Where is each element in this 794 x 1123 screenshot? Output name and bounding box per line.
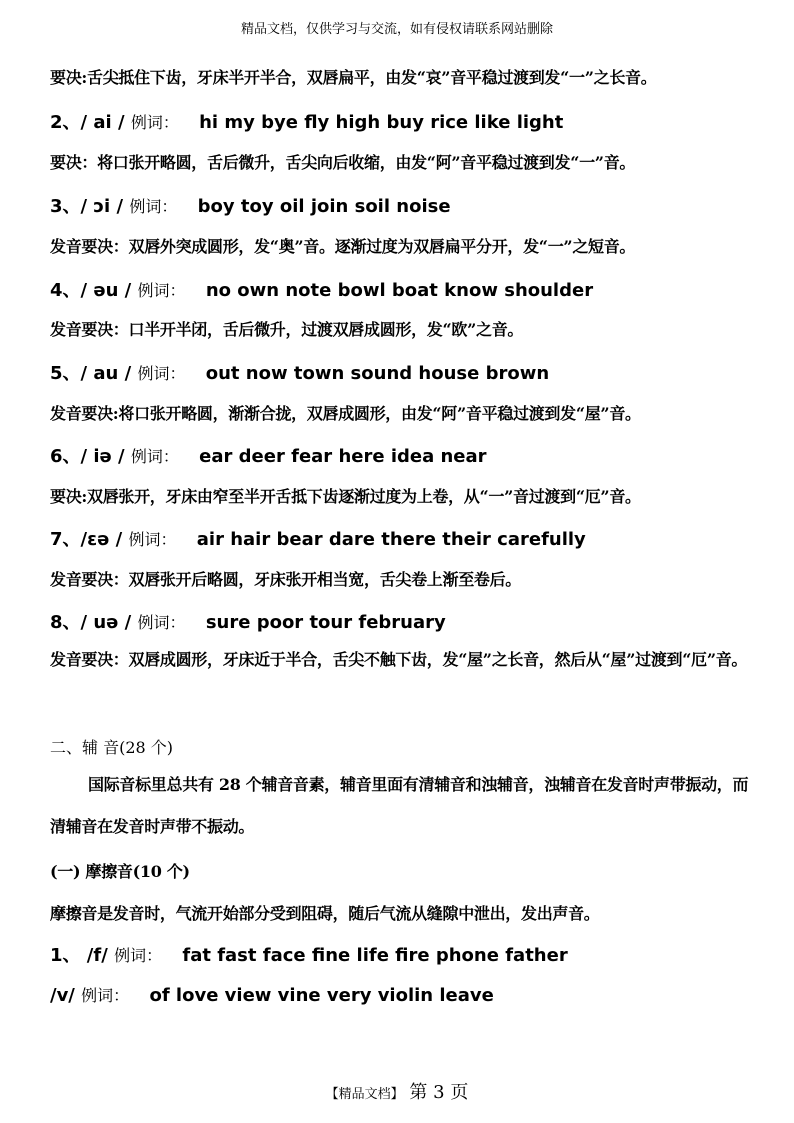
example-words: hi my bye fly high buy rice like light (199, 112, 564, 133)
page-number: 第 3 页 (409, 1082, 469, 1103)
example-label: 例词： (129, 197, 178, 216)
phoneme-number: 5、/ au / (50, 363, 132, 384)
example-words: air hair bear dare there their carefully (196, 529, 586, 550)
example-words: boy toy oil join soil noise (197, 196, 451, 217)
example-label: 例词： (137, 281, 186, 300)
page-footer (0, 1078, 794, 1104)
example-words: fat fast face fine life fire phone father (182, 945, 568, 966)
phoneme-number: 1、 /f/ (50, 945, 108, 966)
phoneme-heading (50, 108, 563, 134)
phoneme-number: /v/ (50, 985, 75, 1006)
text-line: 要决：将口张开略圆，舌后微升，舌尖向后收缩，由发“阿”音平稳过渡到发“一”音。 (50, 153, 636, 172)
text-line: 要决:双唇张开，牙床由窄至半开舌抵下齿逐渐过度为上卷，从“一”音过渡到“厄”音。 (50, 487, 641, 506)
subsection-title: (一) 摩擦音(10 个) (50, 862, 190, 881)
text-line: 摩擦音是发音时，气流开始部分受到阻碍，随后气流从缝隙中泄出，发出声音。 (50, 904, 600, 923)
text-paragraph: 国际音标里总共有 28 个辅音音素，辅音里面有清辅音和浊辅音，浊辅音在发音时声带振动，而清辅音在发音时声带不振动。 (50, 775, 749, 836)
section-title: 二、辅 音(28 个) (50, 738, 174, 757)
phoneme-heading (50, 359, 549, 385)
text-line: 发音要决：口半开半闭，舌后微升，过渡双唇成圆形，发“欧”之音。 (50, 320, 524, 339)
text-line: 发音要决：双唇外突成圆形，发“奥”音。逐渐过度为双唇扁平分开，发“一”之短音。 (50, 237, 636, 256)
phoneme-heading (50, 525, 586, 551)
phoneme-number: 3、/ ɔi / (50, 196, 124, 217)
example-words: sure poor tour february (205, 612, 446, 633)
example-label: 例词： (128, 530, 177, 549)
example-label: 例词： (137, 364, 186, 383)
example-label: 例词： (81, 986, 130, 1005)
example-words: no own note bowl boat know shoulder (205, 280, 594, 301)
example-label: 例词： (130, 447, 179, 466)
text-line: 发音要决：双唇张开后略圆，牙床张开相当宽，舌尖卷上渐至卷后。 (50, 570, 522, 589)
phoneme-heading (50, 442, 487, 468)
phoneme-number: 6、/ iə / (50, 446, 125, 467)
example-words: of love view vine very violin leave (149, 985, 494, 1006)
phoneme-heading (50, 941, 568, 967)
example-words: out now town sound house brown (205, 363, 550, 384)
phoneme-heading (50, 608, 446, 634)
text-line: 要决:舌尖抵住下齿，牙床半开半合，双唇扁平，由发“哀”音平稳过渡到发“一”之长音。 (50, 68, 657, 87)
phoneme-heading (50, 276, 593, 302)
phoneme-number: 7、/ɛə / (50, 529, 123, 550)
example-label: 例词： (114, 946, 163, 965)
text-paragraph: 发音要决：双唇成圆形，牙床近于半合，舌尖不触下齿，发“屋”之长音，然后从“屋”过渡到“厄”音。 (50, 650, 748, 669)
example-words: ear deer fear here idea near (199, 446, 487, 467)
phoneme-heading (50, 192, 451, 218)
phoneme-number: 4、/ əu / (50, 280, 132, 301)
page-header: 精品文档，仅供学习与交流，如有侵权请联系网站删除 (240, 22, 553, 37)
footer-tag: 【精品文档】 (325, 1087, 404, 1102)
example-label: 例词： (130, 113, 179, 132)
phoneme-heading (50, 983, 494, 1006)
phoneme-number: 8、/ uə / (50, 612, 132, 633)
text-line: 发音要决:将口张开略圆，渐渐合拢，双唇成圆形，由发“阿”音平稳过渡到发“屋”音。 (50, 404, 641, 423)
phoneme-number: 2、/ ai / (50, 112, 125, 133)
example-label: 例词： (137, 613, 186, 632)
